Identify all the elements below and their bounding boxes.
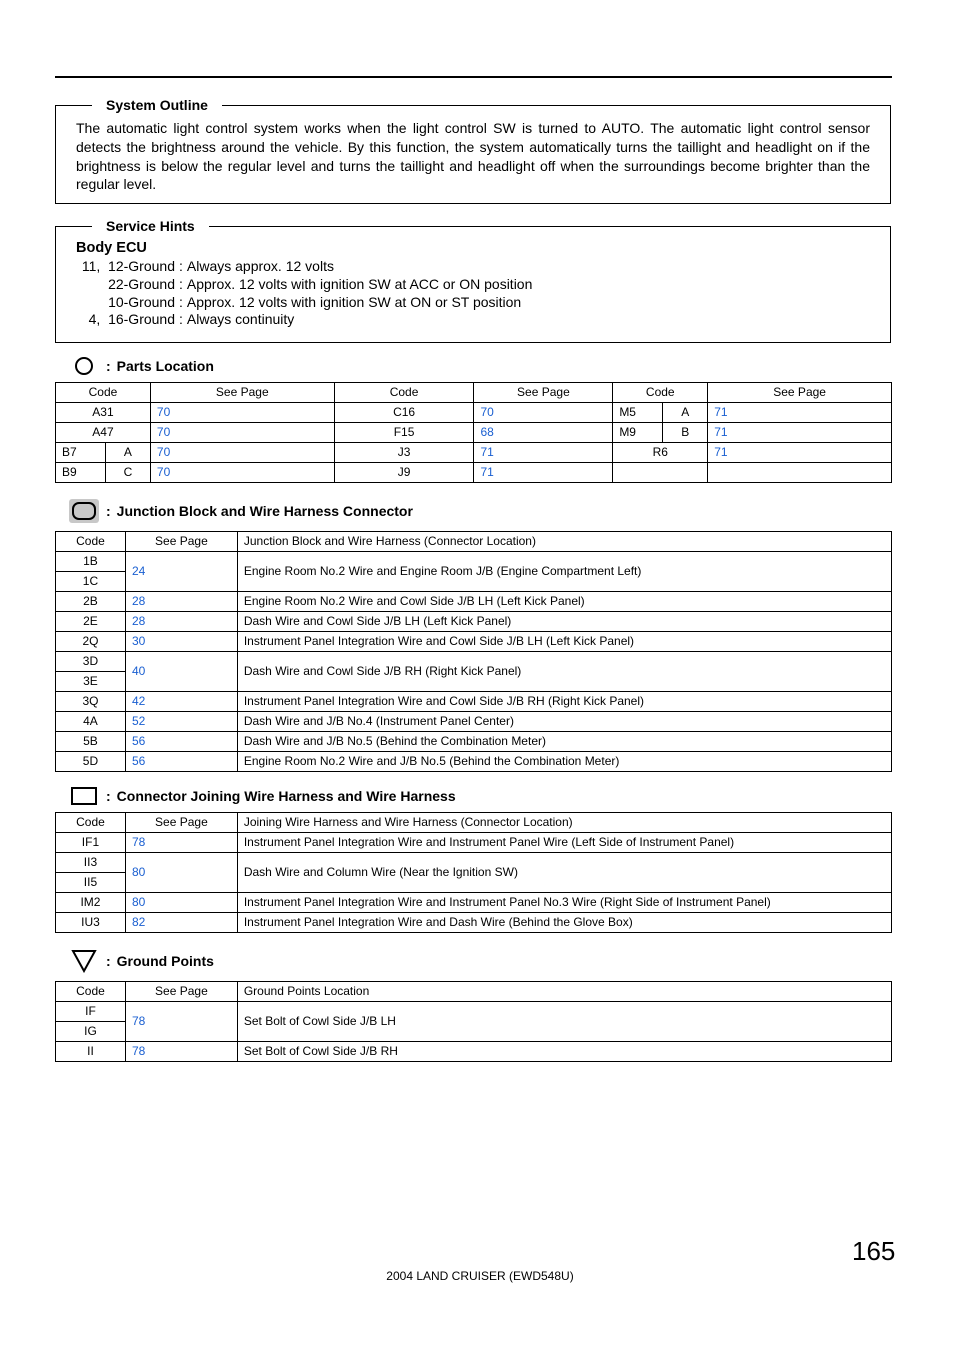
page-footer: 2004 LAND CRUISER (EWD548U) bbox=[386, 1269, 574, 1283]
parts-location-table bbox=[55, 382, 892, 483]
parts-header-code: Code bbox=[613, 383, 708, 403]
row-code: II bbox=[56, 1042, 126, 1062]
ground-points-heading bbox=[68, 946, 214, 976]
row-code: II5 bbox=[56, 873, 126, 893]
hint-separator: : bbox=[179, 293, 183, 310]
part-sub-code: C bbox=[105, 463, 150, 483]
table-row bbox=[56, 853, 892, 873]
row-location: Set Bolt of Cowl Side J/B LH bbox=[237, 1002, 891, 1042]
row-location: Engine Room No.2 Wire and J/B No.5 (Behind the Combination Meter) bbox=[237, 752, 891, 772]
service-hint-row bbox=[76, 311, 532, 329]
heading-colon: : bbox=[106, 788, 111, 804]
heading-colon: : bbox=[106, 503, 111, 519]
row-code: 5D bbox=[56, 752, 126, 772]
row-code: IU3 bbox=[56, 913, 126, 933]
hint-terminals: 4, 16-Ground bbox=[88, 311, 175, 328]
row-see-page-link[interactable]: 42 bbox=[125, 692, 237, 712]
part-see-page-link[interactable]: 70 bbox=[150, 463, 334, 483]
connector-table bbox=[55, 812, 892, 933]
row-code: 1C bbox=[56, 572, 126, 592]
row-see-page-link[interactable]: 78 bbox=[125, 1002, 237, 1042]
part-see-page-link[interactable]: 71 bbox=[708, 443, 892, 463]
parts-header-page: See Page bbox=[708, 383, 892, 403]
row-code: 2B bbox=[56, 592, 126, 612]
connector-label: Connector Joining Wire Harness and Wire Harness bbox=[116, 788, 456, 804]
hint-description: Always continuity bbox=[186, 311, 295, 328]
service-hint-row bbox=[76, 258, 532, 276]
hint-terminals: 22-Ground bbox=[108, 275, 175, 292]
row-location: Dash Wire and Cowl Side J/B LH (Left Kick Panel) bbox=[237, 612, 891, 632]
parts-row bbox=[56, 463, 892, 483]
hint-terminals: 10-Ground bbox=[108, 293, 175, 310]
connector-header-page: See Page bbox=[125, 813, 237, 833]
table-row bbox=[56, 732, 892, 752]
table-row bbox=[56, 652, 892, 672]
top-rule bbox=[55, 76, 892, 78]
page-number: 165 bbox=[852, 1236, 896, 1266]
junction-header-row bbox=[56, 532, 892, 552]
heading-colon: : bbox=[106, 358, 111, 374]
parts-header-code: Code bbox=[56, 383, 151, 403]
hint-description: Always approx. 12 volts bbox=[186, 258, 334, 274]
row-location: Engine Room No.2 Wire and Engine Room J/B (Engine Compartment Left) bbox=[237, 552, 891, 592]
ground-points-label: Ground Points bbox=[116, 953, 214, 969]
table-row bbox=[56, 592, 892, 612]
row-see-page-link[interactable]: 30 bbox=[125, 632, 237, 652]
hint-description: Approx. 12 volts with ignition SW at ACC or ON position bbox=[186, 275, 533, 292]
service-hints-heading: Body ECU bbox=[76, 240, 147, 256]
row-code: 4A bbox=[56, 712, 126, 732]
row-location: Set Bolt of Cowl Side J/B RH bbox=[237, 1042, 891, 1062]
system-outline-box bbox=[55, 97, 891, 204]
part-see-page-link[interactable]: 70 bbox=[150, 403, 334, 423]
row-see-page-link[interactable]: 24 bbox=[125, 552, 237, 592]
part-code: M5 bbox=[613, 403, 663, 423]
table-row bbox=[56, 833, 892, 853]
parts-header-code: Code bbox=[334, 383, 474, 403]
system-outline-text: The automatic light control system works when the light control SW is turned to AUTO. The automatic light control sensor detects the brightness around the vehicle. By this function, the system automatically turns the taillight and headlight on if the brightness is below the regular level and turns the taillight and headlight off when the surroundings become brighter than the regular level. bbox=[76, 120, 870, 193]
part-code: F15 bbox=[334, 423, 474, 443]
table-row bbox=[56, 712, 892, 732]
junction-header-location: Junction Block and Wire Harness (Connector Location) bbox=[237, 532, 891, 552]
row-code: 2E bbox=[56, 612, 126, 632]
ground-header-page: See Page bbox=[125, 982, 237, 1002]
service-hint-row bbox=[76, 294, 532, 312]
part-see-page-link[interactable]: 71 bbox=[474, 443, 613, 463]
table-row bbox=[56, 612, 892, 632]
junction-block-table bbox=[55, 531, 892, 772]
parts-location-label: Parts Location bbox=[116, 358, 214, 374]
row-see-page-link[interactable]: 52 bbox=[125, 712, 237, 732]
part-see-page-link[interactable]: 70 bbox=[474, 403, 613, 423]
hint-terminals: 11, 12-Ground bbox=[81, 258, 175, 274]
table-row bbox=[56, 1002, 892, 1022]
service-hints-body bbox=[76, 238, 532, 329]
part-code: M9 bbox=[613, 423, 663, 443]
part-code: B9 bbox=[56, 463, 106, 483]
service-hints-list bbox=[76, 258, 532, 329]
row-location: Instrument Panel Integration Wire and Instrument Panel Wire (Left Side of Instrument Panel) bbox=[237, 833, 891, 853]
junction-header-page: See Page bbox=[125, 532, 237, 552]
row-code: IG bbox=[56, 1022, 126, 1042]
table-row bbox=[56, 692, 892, 712]
row-see-page-link[interactable]: 28 bbox=[125, 612, 237, 632]
part-see-page-link[interactable]: 71 bbox=[708, 423, 892, 443]
parts-row bbox=[56, 403, 892, 423]
service-hints-box bbox=[55, 218, 891, 343]
parts-header-page: See Page bbox=[150, 383, 334, 403]
rectangle-symbol-icon bbox=[68, 787, 100, 805]
row-see-page-link[interactable]: 78 bbox=[125, 1042, 237, 1062]
connector-heading bbox=[68, 781, 456, 811]
row-code: 3E bbox=[56, 672, 126, 692]
hint-separator: : bbox=[179, 258, 183, 274]
row-see-page-link[interactable]: 82 bbox=[125, 913, 237, 933]
ground-header-row bbox=[56, 982, 892, 1002]
heading-colon: : bbox=[106, 953, 111, 969]
row-see-page-link[interactable]: 40 bbox=[125, 652, 237, 692]
row-location: Dash Wire and Cowl Side J/B RH (Right Kick Panel) bbox=[237, 652, 891, 692]
ground-points-table bbox=[55, 981, 892, 1062]
part-code: J3 bbox=[334, 443, 474, 463]
part-code: C16 bbox=[334, 403, 474, 423]
part-code: R6 bbox=[613, 443, 708, 463]
parts-row bbox=[56, 443, 892, 463]
ground-header-location: Ground Points Location bbox=[237, 982, 891, 1002]
table-row bbox=[56, 913, 892, 933]
part-see-page-link[interactable]: 71 bbox=[474, 463, 613, 483]
hint-description: Approx. 12 volts with ignition SW at ON or ST position bbox=[186, 293, 522, 310]
hint-separator: : bbox=[179, 275, 183, 292]
part-code: A31 bbox=[56, 403, 151, 423]
triangle-symbol-icon bbox=[68, 949, 100, 973]
row-location: Dash Wire and J/B No.5 (Behind the Combination Meter) bbox=[237, 732, 891, 752]
part-see-page-link bbox=[708, 463, 892, 483]
row-location: Engine Room No.2 Wire and Cowl Side J/B LH (Left Kick Panel) bbox=[237, 592, 891, 612]
row-code: 3Q bbox=[56, 692, 126, 712]
service-hint-row bbox=[76, 276, 532, 294]
part-code: J9 bbox=[334, 463, 474, 483]
row-code: 5B bbox=[56, 732, 126, 752]
row-location: Instrument Panel Integration Wire and Dash Wire (Behind the Glove Box) bbox=[237, 913, 891, 933]
table-row bbox=[56, 893, 892, 913]
row-see-page-link[interactable]: 56 bbox=[125, 732, 237, 752]
junction-header-code: Code bbox=[56, 532, 126, 552]
parts-location-heading bbox=[68, 351, 214, 381]
part-see-page-link[interactable]: 70 bbox=[150, 443, 334, 463]
row-see-page-link[interactable]: 80 bbox=[125, 853, 237, 893]
row-code: IF bbox=[56, 1002, 126, 1022]
row-location: Dash Wire and Column Wire (Near the Ignition SW) bbox=[237, 853, 891, 893]
row-see-page-link[interactable]: 28 bbox=[125, 592, 237, 612]
table-row bbox=[56, 1042, 892, 1062]
row-location: Dash Wire and J/B No.4 (Instrument Panel Center) bbox=[237, 712, 891, 732]
hint-separator: : bbox=[179, 311, 183, 328]
row-code: II3 bbox=[56, 853, 126, 873]
service-hints-title: Service Hints bbox=[92, 216, 209, 236]
system-outline-title: System Outline bbox=[92, 95, 222, 115]
row-location: Instrument Panel Integration Wire and Instrument Panel No.3 Wire (Right Side of Instrument Panel) bbox=[237, 893, 891, 913]
junction-block-label: Junction Block and Wire Harness Connector bbox=[116, 503, 413, 519]
parts-row bbox=[56, 423, 892, 443]
row-location: Instrument Panel Integration Wire and Cowl Side J/B LH (Left Kick Panel) bbox=[237, 632, 891, 652]
connector-header-row bbox=[56, 813, 892, 833]
ground-header-code: Code bbox=[56, 982, 126, 1002]
part-see-page-link[interactable]: 68 bbox=[474, 423, 613, 443]
part-code bbox=[613, 463, 708, 483]
row-location: Instrument Panel Integration Wire and Cowl Side J/B RH (Right Kick Panel) bbox=[237, 692, 891, 712]
junction-block-heading bbox=[68, 496, 413, 526]
part-sub-code: A bbox=[663, 403, 708, 423]
row-see-page-link[interactable]: 78 bbox=[125, 833, 237, 853]
part-sub-code: B bbox=[663, 423, 708, 443]
part-sub-code: A bbox=[105, 443, 150, 463]
row-code: IM2 bbox=[56, 893, 126, 913]
table-row bbox=[56, 752, 892, 772]
row-code: 2Q bbox=[56, 632, 126, 652]
connector-header-code: Code bbox=[56, 813, 126, 833]
row-code: 1B bbox=[56, 552, 126, 572]
circle-symbol-icon bbox=[68, 356, 100, 376]
parts-header-page: See Page bbox=[474, 383, 613, 403]
connector-header-location: Joining Wire Harness and Wire Harness (Connector Location) bbox=[237, 813, 891, 833]
part-code: A47 bbox=[56, 423, 151, 443]
row-see-page-link[interactable]: 56 bbox=[125, 752, 237, 772]
part-see-page-link[interactable]: 71 bbox=[708, 403, 892, 423]
row-code: 3D bbox=[56, 652, 126, 672]
row-code: IF1 bbox=[56, 833, 126, 853]
table-row bbox=[56, 552, 892, 572]
parts-header-row bbox=[56, 383, 892, 403]
row-see-page-link[interactable]: 80 bbox=[125, 893, 237, 913]
rounded-rectangle-symbol-icon bbox=[68, 498, 100, 524]
table-row bbox=[56, 632, 892, 652]
part-see-page-link[interactable]: 70 bbox=[150, 423, 334, 443]
part-code: B7 bbox=[56, 443, 106, 463]
